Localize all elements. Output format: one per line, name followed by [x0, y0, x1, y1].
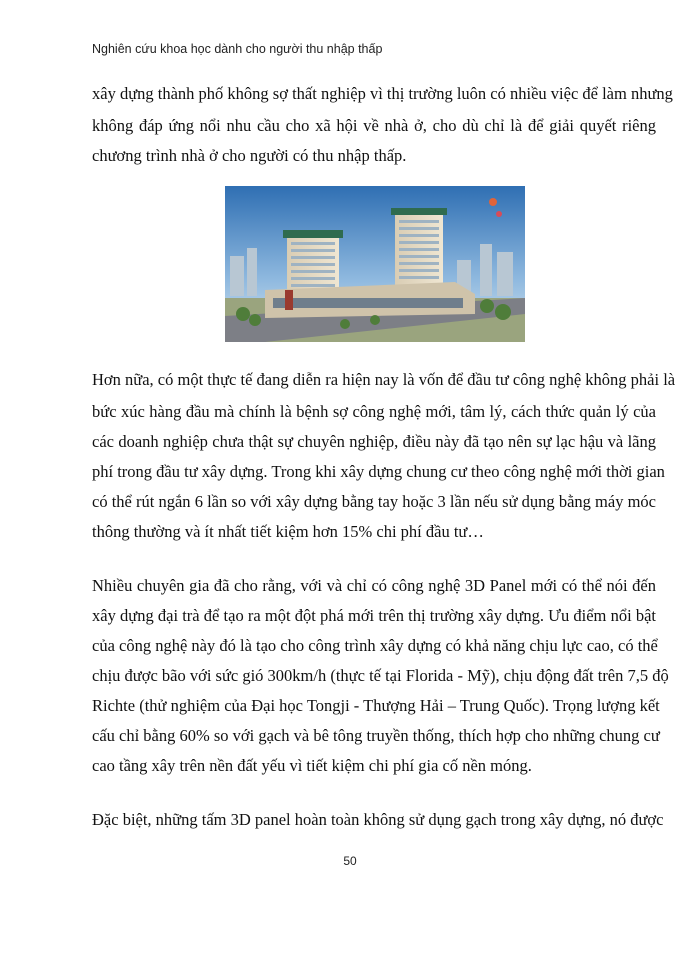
paragraph-1-line-1: xây dựng thành phố không sợ thất nghiệp vì thị trường luôn có nhiều việc để làm nhưng: [92, 84, 673, 103]
page-number: 50: [343, 854, 357, 868]
building-rendering-image: [225, 186, 525, 342]
paragraph-2-line-6: thông thường và ít nhất tiết kiệm hơn 15% chi phí đầu tư…: [92, 522, 484, 541]
paragraph-3-line-6: cấu chỉ bằng 60% so với gạch và bê tông truyền thống, thích hợp cho những chung cư: [92, 726, 660, 745]
paragraph-2-line-3: các doanh nghiệp chưa thật sự chuyên nghiệp, điều này đã tạo nên sự lạc hậu và lãng: [92, 432, 656, 451]
paragraph-3-line-7: cao tầng xây trên nền đất yếu vì tiết kiệm chi phí gia cố nền móng.: [92, 756, 532, 775]
paragraph-2-line-1: Hơn nữa, có một thực tế đang diễn ra hiện nay là vốn để đầu tư công nghệ không phải là: [92, 370, 676, 389]
paragraph-1-line-2: không đáp ứng nổi nhu cầu cho xã hội về nhà ở, cho dù chỉ là để giải quyết riêng: [92, 116, 656, 135]
paragraph-3-line-4: chịu được bão với sức gió 300km/h (thực tế tại Florida - Mỹ), chịu động đất trên 7,5 độ: [92, 666, 669, 685]
balloon: [489, 198, 497, 206]
paragraph-1-line-3: chương trình nhà ở cho người có thu nhập thấp.: [92, 146, 407, 165]
paragraph-2-line-5: có thể rút ngắn 6 lần so với xây dựng bằng tay hoặc 3 lần nếu sử dụng bằng máy móc: [92, 492, 656, 511]
paragraph-2-line-2: bức xúc hàng đầu mà chính là bệnh sợ công nghệ mới, tâm lý, cách thức quản lý của: [92, 402, 656, 421]
running-header: Nghiên cứu khoa học dành cho người thu nhập thấp: [92, 42, 383, 56]
paragraph-3-line-1: Nhiều chuyên gia đã cho rằng, với và chỉ có công nghệ 3D Panel mới có thể nói đến: [92, 576, 656, 595]
paragraph-3-line-2: xây dựng đại trà để tạo ra một đột phá mới trên thị trường xây dựng. Ưu điểm nổi bật: [92, 606, 656, 625]
balloon: [496, 211, 502, 217]
paragraph-2-line-4: phí trong đầu tư xây dựng. Trong khi xây dựng chung cư theo công nghệ mới thời gian: [92, 462, 665, 481]
paragraph-3-line-3: của công nghệ này đó là tạo cho công trình xây dựng có khả năng chịu lực cao, có thể: [92, 636, 658, 655]
paragraph-4-line-1: Đặc biệt, những tấm 3D panel hoàn toàn không sử dụng gạch trong xây dựng, nó được: [92, 810, 664, 829]
paragraph-3-line-5: Richte (thử nghiệm của Đại học Tongji - Thượng Hải – Trung Quốc). Trọng lượng kết: [92, 696, 660, 715]
